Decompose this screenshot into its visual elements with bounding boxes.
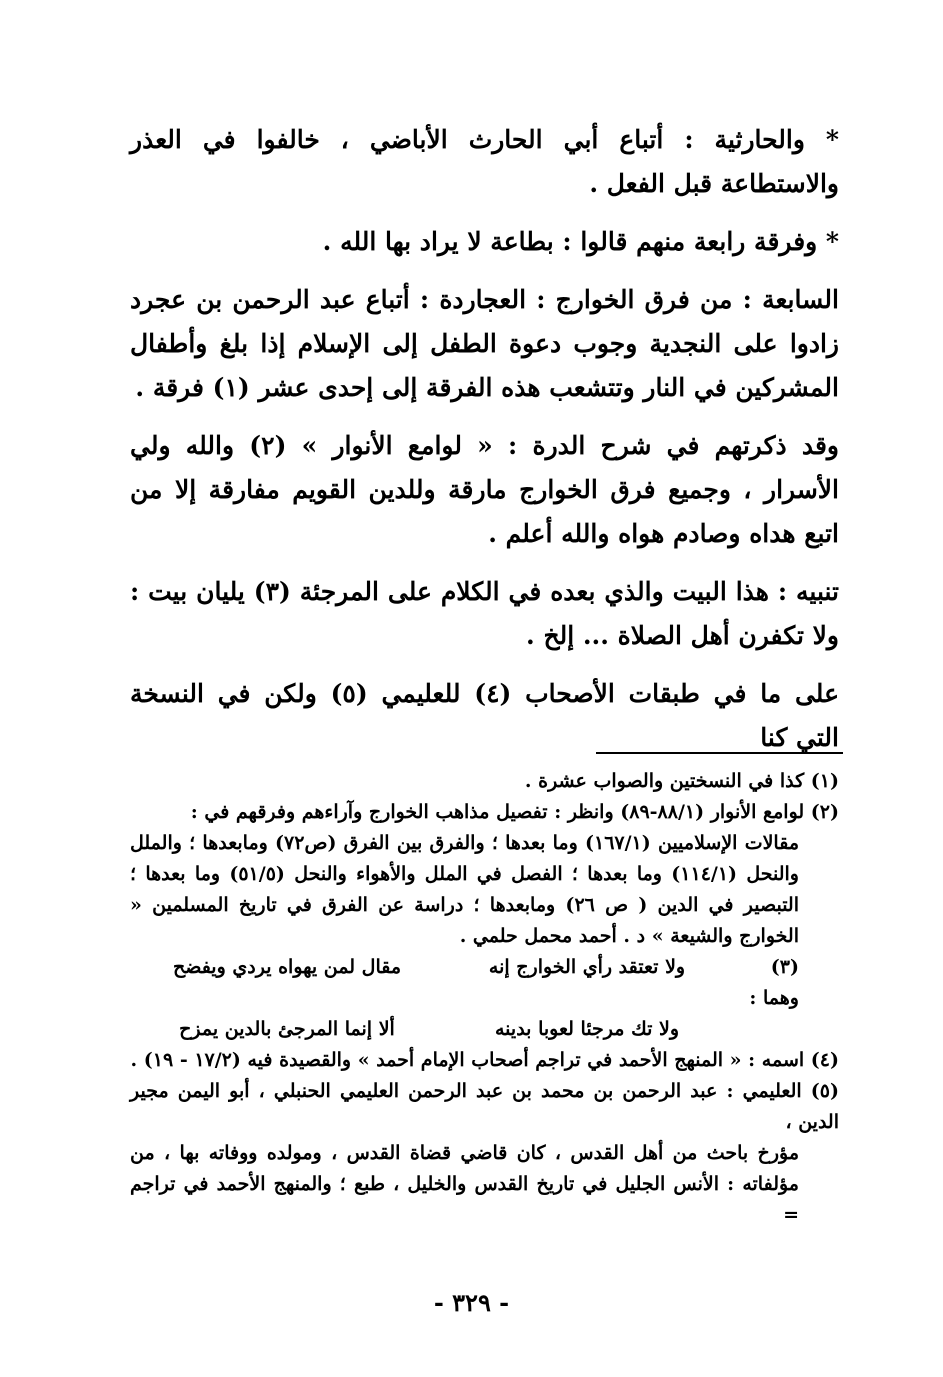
footnote-5: (٥) العليمي : عبد الرحمن بن محمد بن عبد الرحمن العليمي الحنبلي ، أبو اليمن مجير الدين ، [130, 1080, 839, 1133]
paragraph-lawami: وقد ذكرتهم في شرح الدرة : « لوامع الأنوار » (٢) والله ولي الأسرار ، وجميع فرق الخوارج مارقة وللدين القويم مفارقة إلا من اتبع هداه وصادم هواه والله أعلم . [130, 431, 839, 548]
main-text [130, 118, 839, 760]
paragraph-body: : من فرق الخوارج : العجاردة : أتباع عبد الرحمن بن عجرد زادوا على النجدية وجوب دعوة الطفل إلى الإسلام إذا بلغ وأطفال المشركين في النار وتتشعب هذه الفرقة إلى إحدى عشر (١) فرقة . [130, 285, 839, 402]
paragraph-seventh [130, 278, 839, 410]
paragraph-lead-word: السابعة [762, 285, 839, 314]
footnote-2: (٢) لوامع الأنوار (٨٨/١-٨٩) وانظر : تفصيل مذاهب الخوارج وآراءهم وفرقهم في : [190, 801, 839, 823]
verse-hemistich: ولا تعتقد رأي الخوارج إنه [488, 956, 686, 978]
footnote-4: (٤) اسمه : « المنهج الأحمد في تراجم أصحاب الإمام أحمد » والقصيدة فيه (١٧/٢ - ١٩) . [130, 1049, 839, 1071]
footnote-1: (١) كذا في النسختين والصواب عشرة . [524, 770, 839, 792]
footnotes [130, 766, 839, 1231]
footnote-separator [596, 752, 843, 754]
page-number: - ٣٢٩ - [433, 1288, 510, 1317]
paragraph-harithiyya: * والحارثية : أتباع أبي الحارث الأباضي ، خالفوا في العذر والاستطاعة قبل الفعل . [130, 125, 839, 198]
paragraph-note [130, 570, 839, 658]
verse-hemistich: مقال لمن يهواه يردي ويفضح [172, 956, 402, 978]
paragraph-lead-word: تنبيه [796, 577, 839, 606]
footnote-2-continuation: مقالات الإسلاميين (١٦٧/١) وما بعدها ؛ والفرق بين الفرق (ص٧٢) ومابعدها ؛ والملل والنحل (١١٤/١) وما بعدها ؛ الفصل في الملل والأهواء والنحل (٥١/٥) وما بعدها ؛ التبصير في الدين ( ص ٢٦) ومابعدها ؛ دراسة عن الفرق في تاريخ المسلمين « الخوارج والشيعة » د . أحمد محمل حلمي . [130, 832, 799, 947]
verse-hemistich: ألا إنما المرجئ بالدين يمزح [179, 1018, 395, 1040]
footnote-3-verse-2 [130, 1014, 839, 1045]
footnote-3-label: (٣) وهما : [749, 956, 799, 1009]
footnote-5-continuation: مؤرخ باحث من أهل القدس ، كان قاضي قضاة القدس ، ومولده ووفاته بها ، من مؤلفاته : الأنس الجليل في تاريخ القدس والخليل ، طبع ؛ والمنهج الأحمد في تراجم = [130, 1142, 799, 1226]
verse-hemistich: ولا تك مرجئا لعوبا بدينه [494, 1018, 680, 1040]
paragraph-fourth-sect: * وفرقة رابعة منهم قالوا : بطاعة لا يراد بها الله . [322, 227, 839, 256]
paragraph-body: : هذا البيت والذي بعده في الكلام على المرجئة (٣) يليان بيت : ولا تكفرن أهل الصلاة ... إلخ . [130, 577, 839, 650]
paragraph-tabaqat: على ما في طبقات الأصحاب (٤) للعليمي (٥) ولكن في النسخة التي كنا [130, 679, 839, 752]
footnote-3-verse-1 [130, 952, 839, 1014]
